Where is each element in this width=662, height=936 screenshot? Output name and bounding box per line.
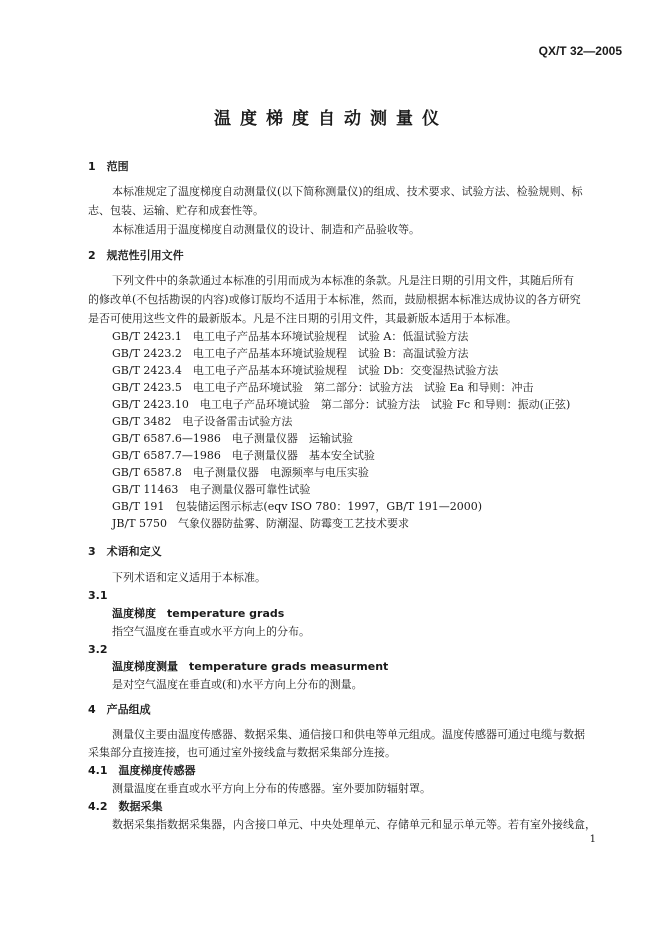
reference-item: GB/T 2423.5 电工电子产品环境试验 第二部分：试验方法 试验 Ea 和导则：冲击 [112,381,534,394]
section-3-heading: 3 术语和定义 [88,545,162,558]
reference-item: GB/T 6587.8 电子测量仪器 电源频率与电压实验 [112,466,369,479]
term-number: 3.1 [88,589,108,602]
reference-item: GB/T 2423.10 电工电子产品环境试验 第二部分：试验方法 试验 Fc 和导则：振动(正弦) [112,398,571,411]
term-definition: 指空气温度在垂直或水平方向上的分布。 [112,625,310,638]
reference-item: GB/T 11463 电子测量仪器可靠性试验 [112,483,311,496]
section-2-paragraph-line: 的修改单(不包括勘误的内容)或修订版均不适用于本标准，然而，鼓励根据本标准达成协议的各方研究 [88,293,581,306]
section-4-heading: 4 产品组成 [88,703,151,716]
subsection-4-2-text: 数据采集指数据采集器，内含接口单元、中央处理单元、存储单元和显示单元等。若有室外接线盒， [112,818,596,831]
term-number: 3.2 [88,643,108,656]
reference-item: JB/T 5750 气象仪器防盐雾、防潮湿、防霉变工艺技术要求 [112,517,410,530]
section-2-paragraph-line: 是否可使用这些文件的最新版本。凡是不注日期的引用文件，其最新版本适用于本标准。 [88,312,517,325]
reference-item: GB/T 3482 电子设备雷击试验方法 [112,415,293,428]
document-title: 温度梯度自动测量仪 [214,109,448,129]
reference-item: GB/T 6587.6—1986 电子测量仪器 运输试验 [112,432,353,445]
subsection-4-2-heading: 4.2 数据采集 [88,800,163,813]
reference-item: GB/T 2423.4 电工电子产品基本环境试验规程 试验 Db：交变湿热试验方法 [112,364,499,377]
term-title: 温度梯度 temperature grads [112,607,285,620]
page-number: 1 [589,834,596,845]
term-title: 温度梯度测量 temperature grads measurment [112,660,389,673]
section-1-heading: 1 范围 [88,160,129,173]
reference-item: GB/T 2423.1 电工电子产品基本环境试验规程 试验 A：低温试验方法 [112,330,469,343]
subsection-4-1-heading: 4.1 温度梯度传感器 [88,764,196,777]
section-4-paragraph-line: 测量仪主要由温度传感器、数据采集、通信接口和供电等单元组成。温度传感器可通过电缆与数据 [112,728,585,741]
section-2-paragraph-line: 下列文件中的条款通过本标准的引用而成为本标准的条款。凡是注日期的引用文件，其随后所有 [112,274,574,287]
standard-number: QX/T 32—2005 [538,44,622,58]
reference-item: GB/T 2423.2 电工电子产品基本环境试验规程 试验 B：高温试验方法 [112,347,469,360]
section-1-paragraph-line: 本标准适用于温度梯度自动测量仪的设计、制造和产品验收等。 [112,223,420,236]
reference-item: GB/T 191 包装储运图示标志(eqv ISO 780：1997，GB/T 191—2000) [112,500,483,513]
subsection-4-1-text: 测量温度在垂直或水平方向上分布的传感器。室外要加防辐射罩。 [112,782,431,795]
term-definition: 是对空气温度在垂直或(和)水平方向上分布的测量。 [112,678,363,691]
section-2-heading: 2 规范性引用文件 [88,249,184,262]
section-3-intro: 下列术语和定义适用于本标准。 [112,571,266,584]
section-4-paragraph-line: 采集部分直接连接，也可通过室外接线盒与数据采集部分连接。 [88,746,396,759]
reference-item: GB/T 6587.7—1986 电子测量仪器 基本安全试验 [112,449,375,462]
section-1-paragraph-line: 志、包装、运输、贮存和成套性等。 [88,204,264,217]
section-1-paragraph-line: 本标准规定了温度梯度自动测量仪(以下简称测量仪)的组成、技术要求、试验方法、检验规则、标 [112,185,583,198]
